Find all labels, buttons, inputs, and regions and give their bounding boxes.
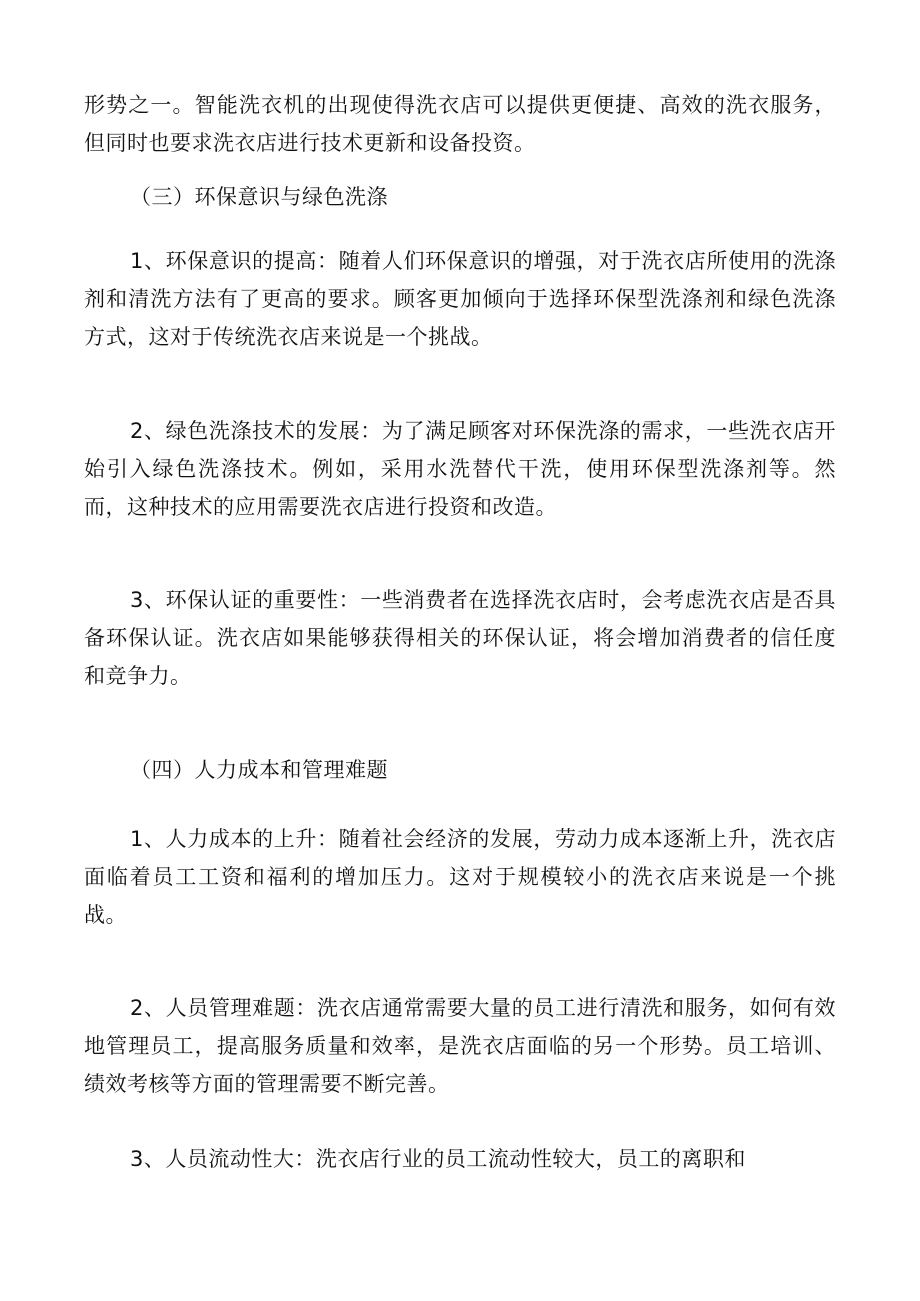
paragraph-staff-turnover: 3、人员流动性大：洗衣店行业的员工流动性较大，员工的离职和 [130,1147,746,1171]
paragraph-env-awareness: 1、环保意识的提高：随着人们环保意识的增强，对于洗衣店所使用的洗涤剂和清洗方法有了更高的要求。顾客更加倾向于选择环保型洗涤剂和绿色洗涤方式，这对于传统洗衣店来说是一个挑战。 [84,249,836,349]
section-heading-4: （四）人力成本和管理难题 [130,758,388,782]
section-heading-3: （三）环保意识与绿色洗涤 [130,185,388,209]
paragraph-staff-management: 2、人员管理难题：洗衣店通常需要大量的员工进行清洗和服务，如何有效地管理员工，提高服务质量和效率，是洗衣店面临的另一个形势。员工培训、绩效考核等方面的管理需要不断完善。 [84,996,836,1096]
paragraph-green-tech: 2、绿色洗涤技术的发展：为了满足顾客对环保洗涤的需求，一些洗衣店开始引入绿色洗涤技术。例如，采用水洗替代干洗，使用环保型洗涤剂等。然而，这种技术的应用需要洗衣店进行投资和改造。 [84,419,836,519]
paragraph-labor-cost: 1、人力成本的上升：随着社会经济的发展，劳动力成本逐渐上升，洗衣店面临着员工工资和福利的增加压力。这对于规模较小的洗衣店来说是一个挑战。 [84,827,836,927]
paragraph-continuation: 形势之一。智能洗衣机的出现使得洗衣店可以提供更便捷、高效的洗衣服务，但同时也要求洗衣店进行技术更新和设备投资。 [84,93,836,155]
paragraph-env-cert: 3、环保认证的重要性：一些消费者在选择洗衣店时，会考虑洗衣店是否具备环保认证。洗衣店如果能够获得相关的环保认证，将会增加消费者的信任度和竞争力。 [84,588,836,688]
